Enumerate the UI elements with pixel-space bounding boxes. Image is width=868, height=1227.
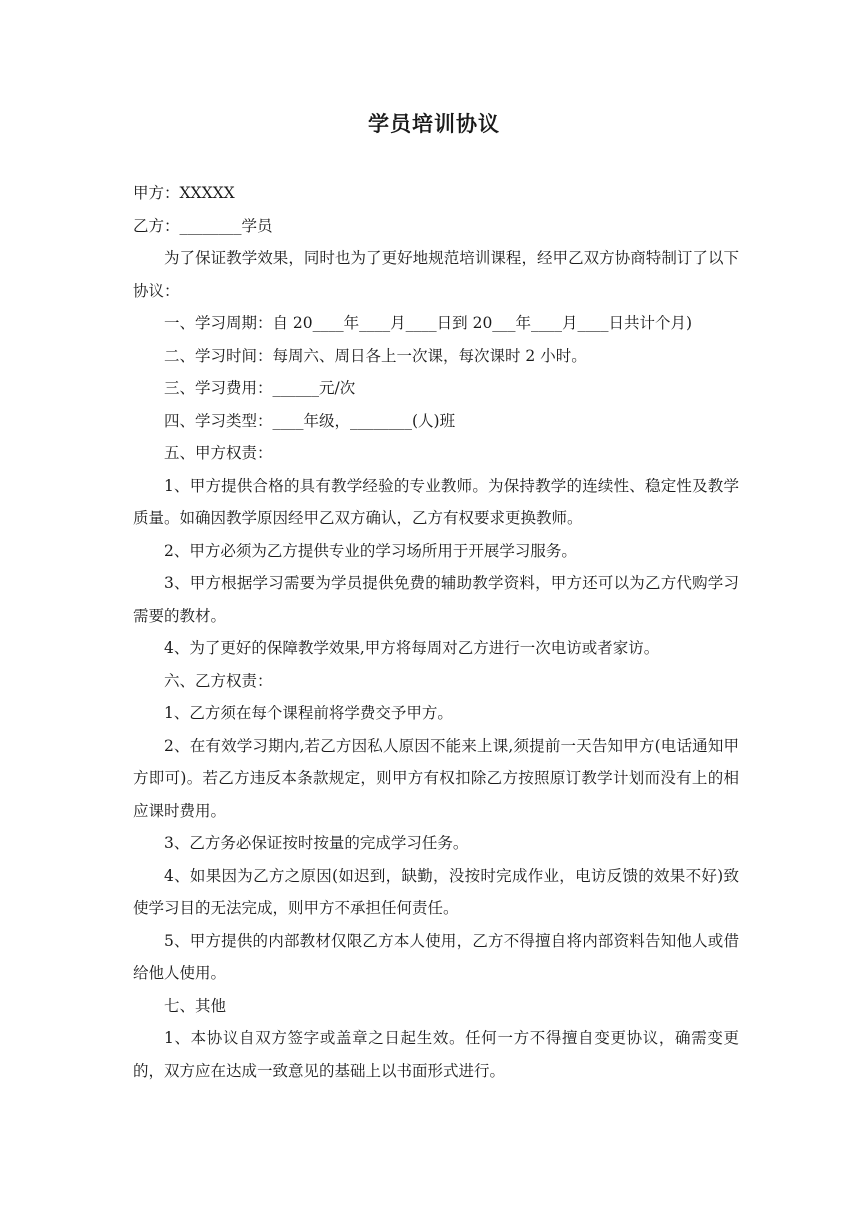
party-b-line: 乙方：________学员 (133, 216, 273, 235)
document-body (133, 177, 739, 1087)
party-b-duties-heading: 六、乙方权责： (164, 671, 273, 690)
study-time-clause: 二、学习时间：每周六、周日各上一次课，每次课时 2 小时。 (164, 346, 587, 365)
party-b-duty-item: 3、乙方务必保证按时按量的完成学习任务。 (164, 834, 469, 852)
party-a-duty-item: 3、甲方根据学习需要为学员提供免费的辅助教学资料，甲方还可以为乙方代购学习需要的教材。 (133, 574, 739, 625)
party-b-duty-item: 5、甲方提供的内部教材仅限乙方本人使用，乙方不得擅自将内部资料告知他人或借给他人使用。 (133, 931, 739, 982)
other-item: 1、本协议自双方签字或盖章之日起生效。任何一方不得擅自变更协议，确需变更的，双方应在达成一致意见的基础上以书面形式进行。 (133, 1029, 739, 1080)
party-a-line: 甲方：XXXXX (133, 184, 235, 202)
study-period-clause: 一、学习周期：自 20____年____月____日到 20___年____月____日共计个月) (164, 314, 693, 332)
party-b-duty-item: 2、在有效学习期内,若乙方因私人原因不能来上课,须提前一天告知甲方(电话通知甲方即可)。若乙方违反本条款规定，则甲方有权扣除乙方按照原订教学计划而没有上的相应课时费用。 (133, 736, 739, 820)
intro-paragraph: 为了保证教学效果，同时也为了更好地规范培训课程，经甲乙双方协商特制订了以下协议： (133, 249, 739, 300)
party-a-duties-heading: 五、甲方权责： (164, 444, 273, 462)
party-b-duty-item: 1、乙方须在每个课程前将学费交予甲方。 (164, 704, 453, 722)
study-fee-clause: 三、学习费用：______元/次 (164, 379, 356, 397)
party-a-duty-item: 2、甲方必须为乙方提供专业的学习场所用于开展学习服务。 (164, 541, 577, 560)
document-title: 学员培训协议 (368, 112, 500, 136)
party-a-duty-item: 1、甲方提供合格的具有教学经验的专业教师。为保持教学的连续性、稳定性及教学质量。如确因教学原因经甲乙双方确认，乙方有权要求更换教师。 (133, 476, 739, 527)
party-b-duty-item: 4、如果因为乙方之原因(如迟到，缺勤，没按时完成作业，电访反馈的效果不好)致使学习目的无法完成，则甲方不承担任何责任。 (133, 866, 739, 917)
study-type-clause: 四、学习类型：____年级，________(人)班 (164, 411, 456, 430)
party-a-duty-item: 4、为了更好的保障教学效果,甲方将每周对乙方进行一次电访或者家访。 (164, 639, 660, 657)
other-heading: 七、其他 (164, 996, 227, 1015)
